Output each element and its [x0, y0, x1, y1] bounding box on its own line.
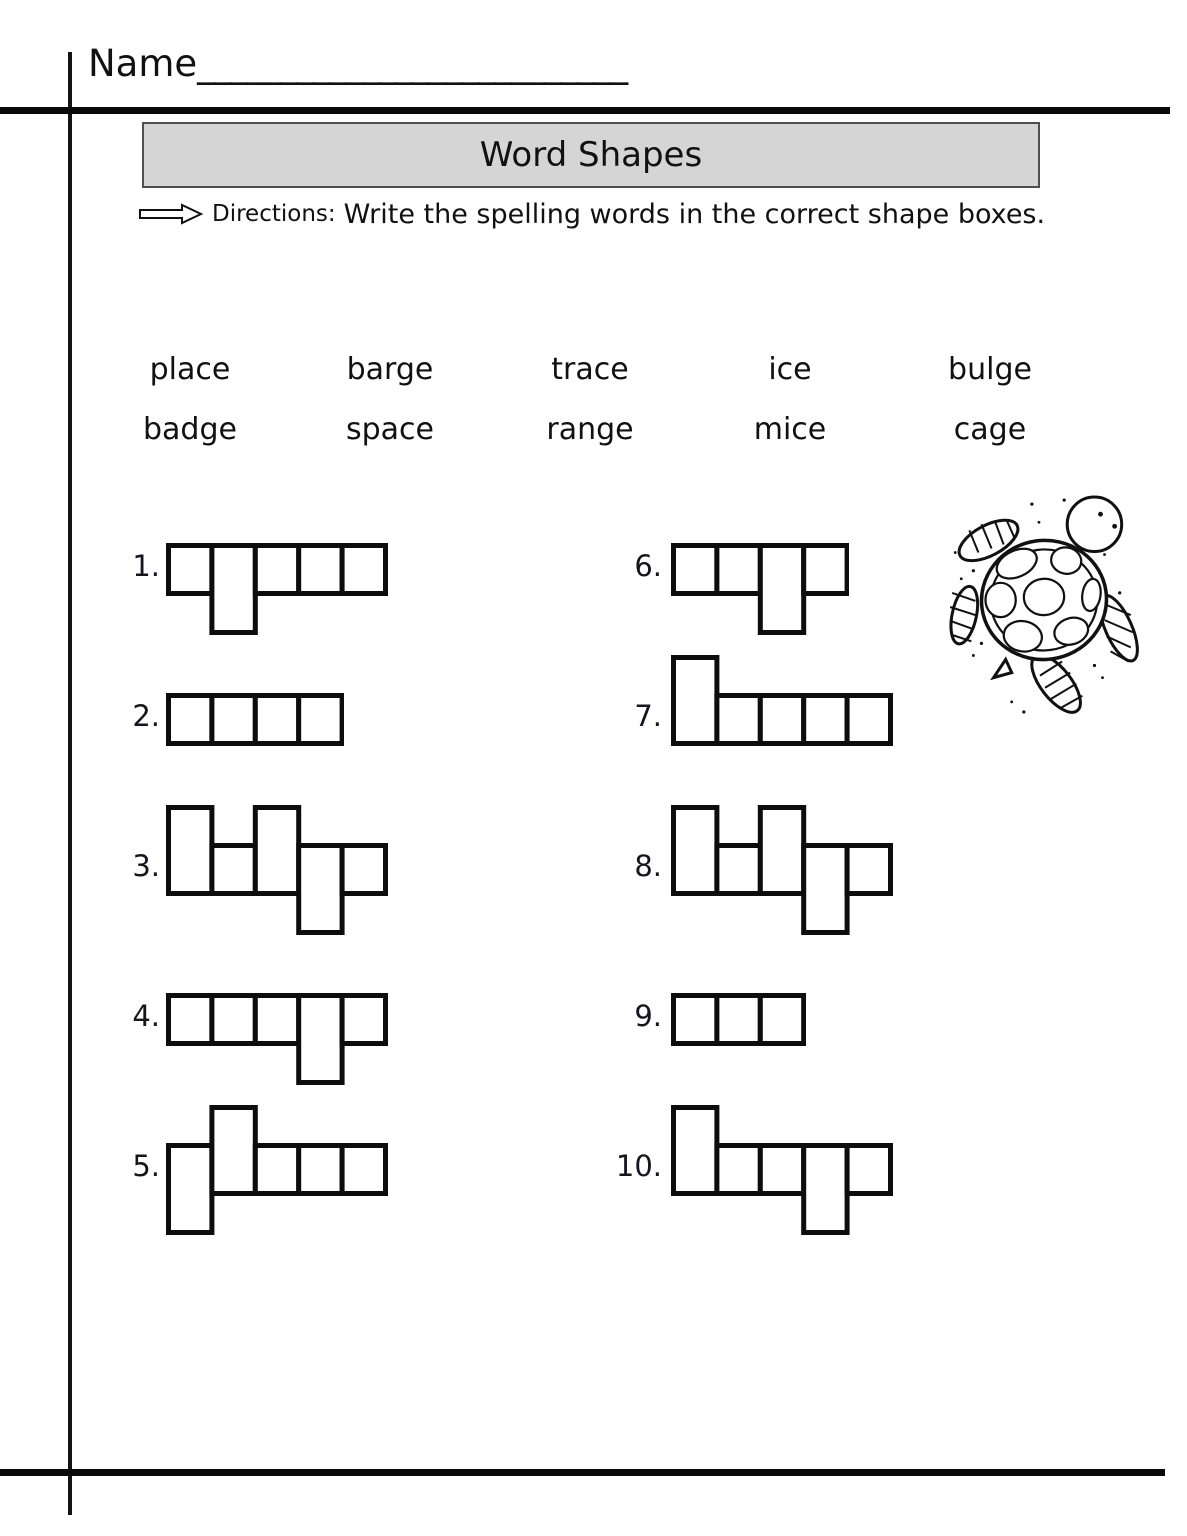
word-shape-1[interactable]: [166, 505, 388, 635]
directions-label: Directions:: [212, 201, 336, 227]
page-title: Word Shapes: [479, 135, 703, 175]
turtle-tail: [994, 659, 1012, 677]
word-item: place: [149, 352, 231, 387]
letter-box-asc[interactable]: [673, 807, 716, 893]
letter-box-x[interactable]: [716, 845, 759, 893]
word-item: barge: [346, 352, 434, 387]
letter-box-x[interactable]: [760, 695, 803, 743]
word-item: badge: [143, 412, 237, 447]
letter-box-x[interactable]: [342, 995, 385, 1043]
word-item: space: [345, 412, 434, 447]
letter-box-x[interactable]: [168, 545, 211, 593]
letter-box-asc[interactable]: [168, 807, 211, 893]
letter-box-x[interactable]: [298, 545, 341, 593]
shape-number: 9.: [634, 999, 662, 1033]
letter-box-desc[interactable]: [760, 545, 803, 632]
letter-box-x[interactable]: [211, 695, 254, 743]
letter-box-x[interactable]: [673, 995, 716, 1043]
word-item: range: [546, 412, 634, 447]
letter-box-x[interactable]: [760, 1145, 803, 1193]
letter-box-x[interactable]: [803, 695, 846, 743]
word-shape-5[interactable]: [166, 1105, 388, 1235]
letter-box-x[interactable]: [847, 1145, 890, 1193]
letter-box-x[interactable]: [255, 695, 298, 743]
letter-box-x[interactable]: [760, 995, 803, 1043]
directions-text: Write the spelling words in the correct shape boxes.: [343, 198, 1046, 230]
letter-box-x[interactable]: [298, 1145, 341, 1193]
letter-box-desc[interactable]: [168, 1145, 211, 1232]
letter-box-x[interactable]: [298, 695, 341, 743]
word-item: mice: [753, 412, 827, 447]
letter-box-x[interactable]: [673, 545, 716, 593]
letter-box-x[interactable]: [847, 845, 890, 893]
word-shape-9[interactable]: [671, 955, 806, 1085]
name-blank-line[interactable]: __________________________: [197, 42, 627, 85]
shape-number: 7.: [634, 699, 662, 733]
word-shape-10[interactable]: [671, 1105, 893, 1235]
letter-box-x[interactable]: [803, 545, 846, 593]
word-shape-6[interactable]: [671, 505, 850, 635]
letter-box-x[interactable]: [716, 995, 759, 1043]
letter-box-x[interactable]: [255, 995, 298, 1043]
letter-box-x[interactable]: [342, 845, 385, 893]
letter-box-x[interactable]: [255, 1145, 298, 1193]
letter-box-asc[interactable]: [760, 807, 803, 893]
word-item: cage: [953, 412, 1027, 447]
letter-box-x[interactable]: [211, 845, 254, 893]
word-shape-3[interactable]: [166, 805, 388, 935]
shape-number: 6.: [634, 549, 662, 583]
word-item: ice: [768, 352, 812, 387]
word-shape-7[interactable]: [671, 655, 893, 785]
shape-number: 1.: [132, 549, 160, 583]
turtle-head: [1067, 497, 1121, 551]
letter-box-x[interactable]: [168, 995, 211, 1043]
letter-box-x[interactable]: [716, 695, 759, 743]
letter-box-desc[interactable]: [298, 845, 341, 932]
shape-number: 4.: [132, 999, 160, 1033]
shape-number: 5.: [132, 1149, 160, 1183]
letter-box-x[interactable]: [847, 695, 890, 743]
word-shape-8[interactable]: [671, 805, 893, 935]
letter-box-x[interactable]: [168, 695, 211, 743]
letter-box-x[interactable]: [342, 1145, 385, 1193]
letter-box-x[interactable]: [342, 545, 385, 593]
letter-box-x[interactable]: [716, 545, 759, 593]
shape-number: 8.: [634, 849, 662, 883]
word-shape-4[interactable]: [166, 955, 388, 1085]
word-shape-2[interactable]: [166, 655, 345, 785]
letter-box-x[interactable]: [716, 1145, 759, 1193]
shape-number: 3.: [132, 849, 160, 883]
letter-box-asc[interactable]: [673, 1107, 716, 1193]
letter-box-desc[interactable]: [803, 1145, 846, 1232]
letter-box-x[interactable]: [211, 995, 254, 1043]
letter-box-asc[interactable]: [211, 1107, 254, 1193]
letter-box-desc[interactable]: [803, 845, 846, 932]
turtle-clipart-image: [943, 492, 1145, 718]
name-label: Name: [88, 42, 198, 85]
letter-box-desc[interactable]: [298, 995, 341, 1082]
shape-number: 10.: [615, 1149, 662, 1183]
letter-box-desc[interactable]: [211, 545, 254, 632]
word-item: trace: [551, 352, 629, 387]
letter-box-asc[interactable]: [673, 657, 716, 743]
word-item: bulge: [948, 352, 1032, 387]
letter-box-x[interactable]: [255, 545, 298, 593]
shape-number: 2.: [132, 699, 160, 733]
letter-box-asc[interactable]: [255, 807, 298, 893]
